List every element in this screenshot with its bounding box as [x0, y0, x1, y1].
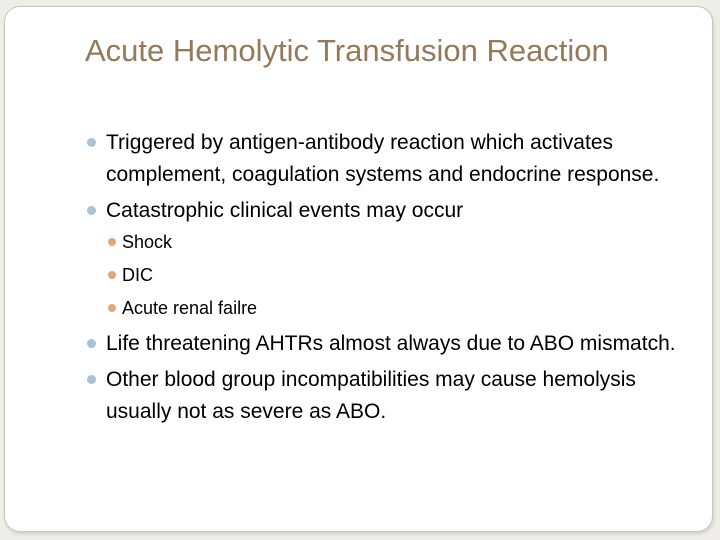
sub-bullet-text: Shock	[122, 232, 173, 252]
slide-panel	[4, 6, 713, 532]
bullet-item	[87, 195, 687, 322]
bullet-item	[87, 364, 687, 428]
sub-bullet-item	[106, 262, 687, 289]
sub-bullet-text: Acute renal failre	[122, 298, 258, 318]
bullet-text: Triggered by antigen-antibody reaction which activates complement, coagulation systems and endocrine response.	[106, 131, 660, 186]
sub-bullet-item	[106, 295, 687, 322]
bullet-text: Catastrophic clinical events may occur	[106, 199, 464, 222]
bullet-item	[87, 328, 687, 360]
bullet-text: Life threatening AHTRs almost always due to ABO mismatch.	[106, 332, 676, 355]
bullet-dot-icon	[87, 206, 96, 215]
sub-bullet-item	[106, 229, 687, 256]
sub-bullet-list	[106, 229, 687, 322]
slide-title: Acute Hemolytic Transfusion Reaction	[85, 33, 609, 68]
sub-bullet-dot-icon	[108, 304, 116, 312]
bullet-list	[87, 127, 687, 432]
bullet-dot-icon	[87, 339, 96, 348]
bullet-text: Other blood group incompatibilities may cause hemolysis usually not as severe as ABO.	[106, 368, 636, 423]
bullet-item	[87, 127, 687, 191]
bullet-dot-icon	[87, 375, 96, 384]
sub-bullet-text: DIC	[122, 265, 153, 285]
sub-bullet-dot-icon	[108, 238, 116, 246]
bullet-dot-icon	[87, 138, 96, 147]
sub-bullet-dot-icon	[108, 271, 116, 279]
